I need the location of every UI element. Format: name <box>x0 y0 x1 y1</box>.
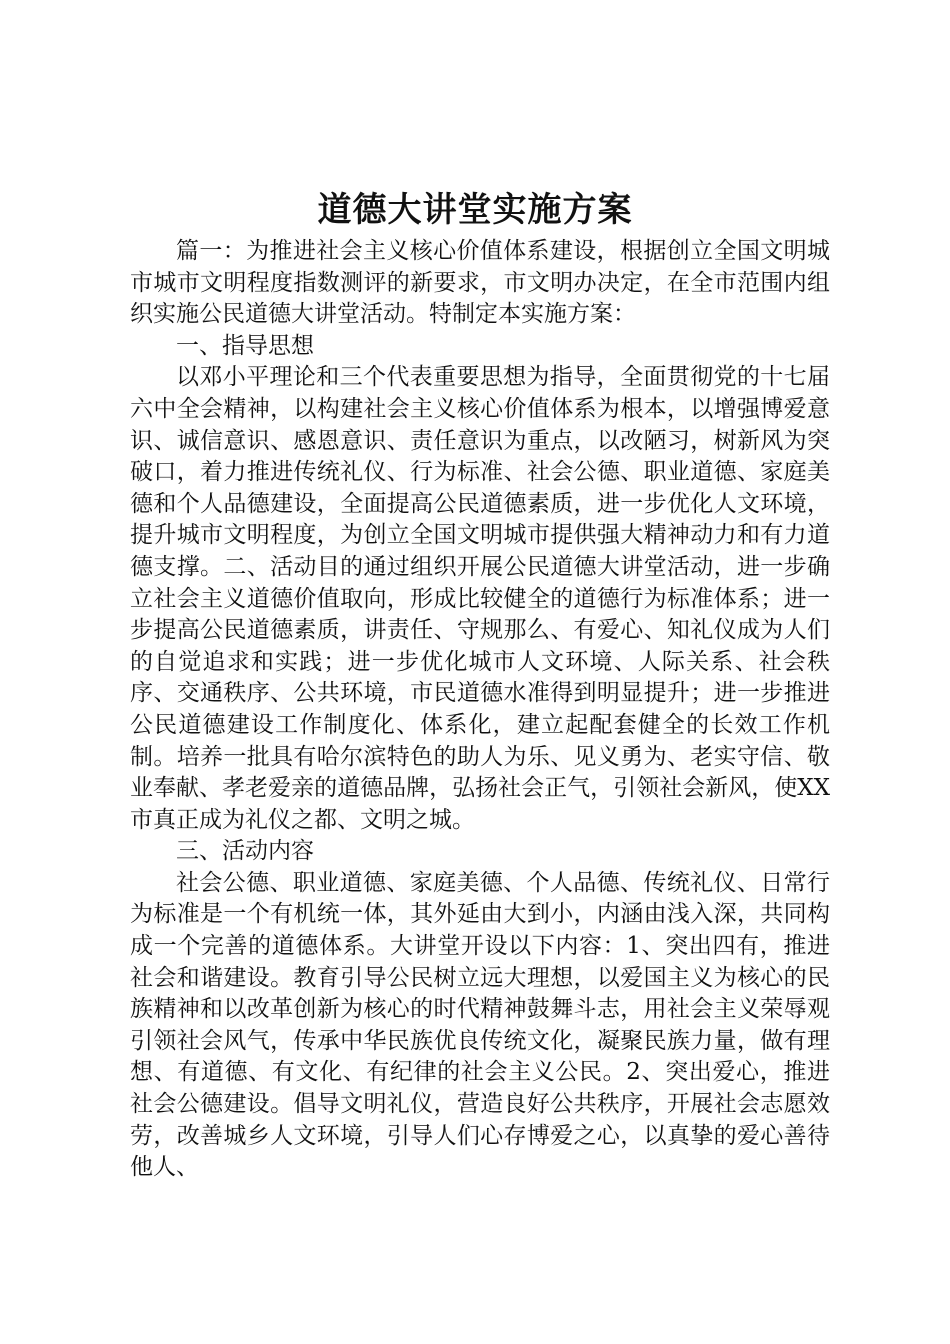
document-title: 道德大讲堂实施方案 <box>317 190 633 230</box>
intro-paragraph: 篇一：为推进社会主义核心价值体系建设，根据创立全国文明城市城市文明程度指数测评的新要求，市文明办决定，在全市范围内组织实施公民道德大讲堂活动。特制定本实施方案： <box>130 238 830 328</box>
document-body <box>130 236 830 1184</box>
section-heading-guiding-ideology: 一、指导思想 <box>176 332 314 359</box>
activity-content-paragraph: 社会公德、职业道德、家庭美德、个人品德、传统礼仪、日常行为标准是一个有机统一体，其外延由大到小，内涵由浅入深，共同构成一个完善的道德体系。大讲堂开设以下内容：1、突出四有，推进社会和谐建设。教育引导公民树立远大理想，以爱国主义为核心的民族精神和以改革创新为核心的时代精神鼓舞斗志，用社会主义荣辱观引领社会风气，传承中华民族优良传统文化，凝聚民族力量，做有理想、有道德、有文化、有纪律的社会主义公民。2、突出爱心，推进社会公德建设。倡导文明礼仪，营造良好公共秩序，开展社会志愿效劳，改善城乡人文环境，引导人们心存博爱之心，以真挚的爱心善待他人、 <box>130 869 830 1181</box>
section-heading-activity-content: 三、活动内容 <box>176 838 314 865</box>
guiding-ideology-paragraph: 以邓小平理论和三个代表重要思想为指导，全面贯彻党的十七届六中全会精神，以构建社会主义核心价值体系为根本，以增强博爱意识、诚信意识、感恩意识、责任意识为重点，以改陋习，树新风为突破口，着力推进传统礼仪、行为标准、社会公德、职业道德、家庭美德和个人品德建设，全面提高公民道德素质，进一步优化人文环境，提升城市文明程度，为创立全国文明城市提供强大精神动力和有力道德支撑。二、活动目的通过组织开展公民道德大讲堂活动，进一步确立社会主义道德价值取向，形成比较健全的道德行为标准体系；进一步提高公民道德素质，讲责任、守规那么、有爱心、知礼仪成为人们的自觉追求和实践；进一步优化城市人文环境、人际关系、社会秩序、交通秩序、公共环境，市民道德水准得到明显提升；进一步推进公民道德建设工作制度化、体系化，建立起配套健全的长效工作机制。培养一批具有哈尔滨特色的助人为乐、见义勇为、老实守信、敬业奉献、孝老爱亲的道德品牌，弘扬社会正气，引领社会新风，使XX市真正成为礼仪之都、文明之城。 <box>130 364 830 833</box>
